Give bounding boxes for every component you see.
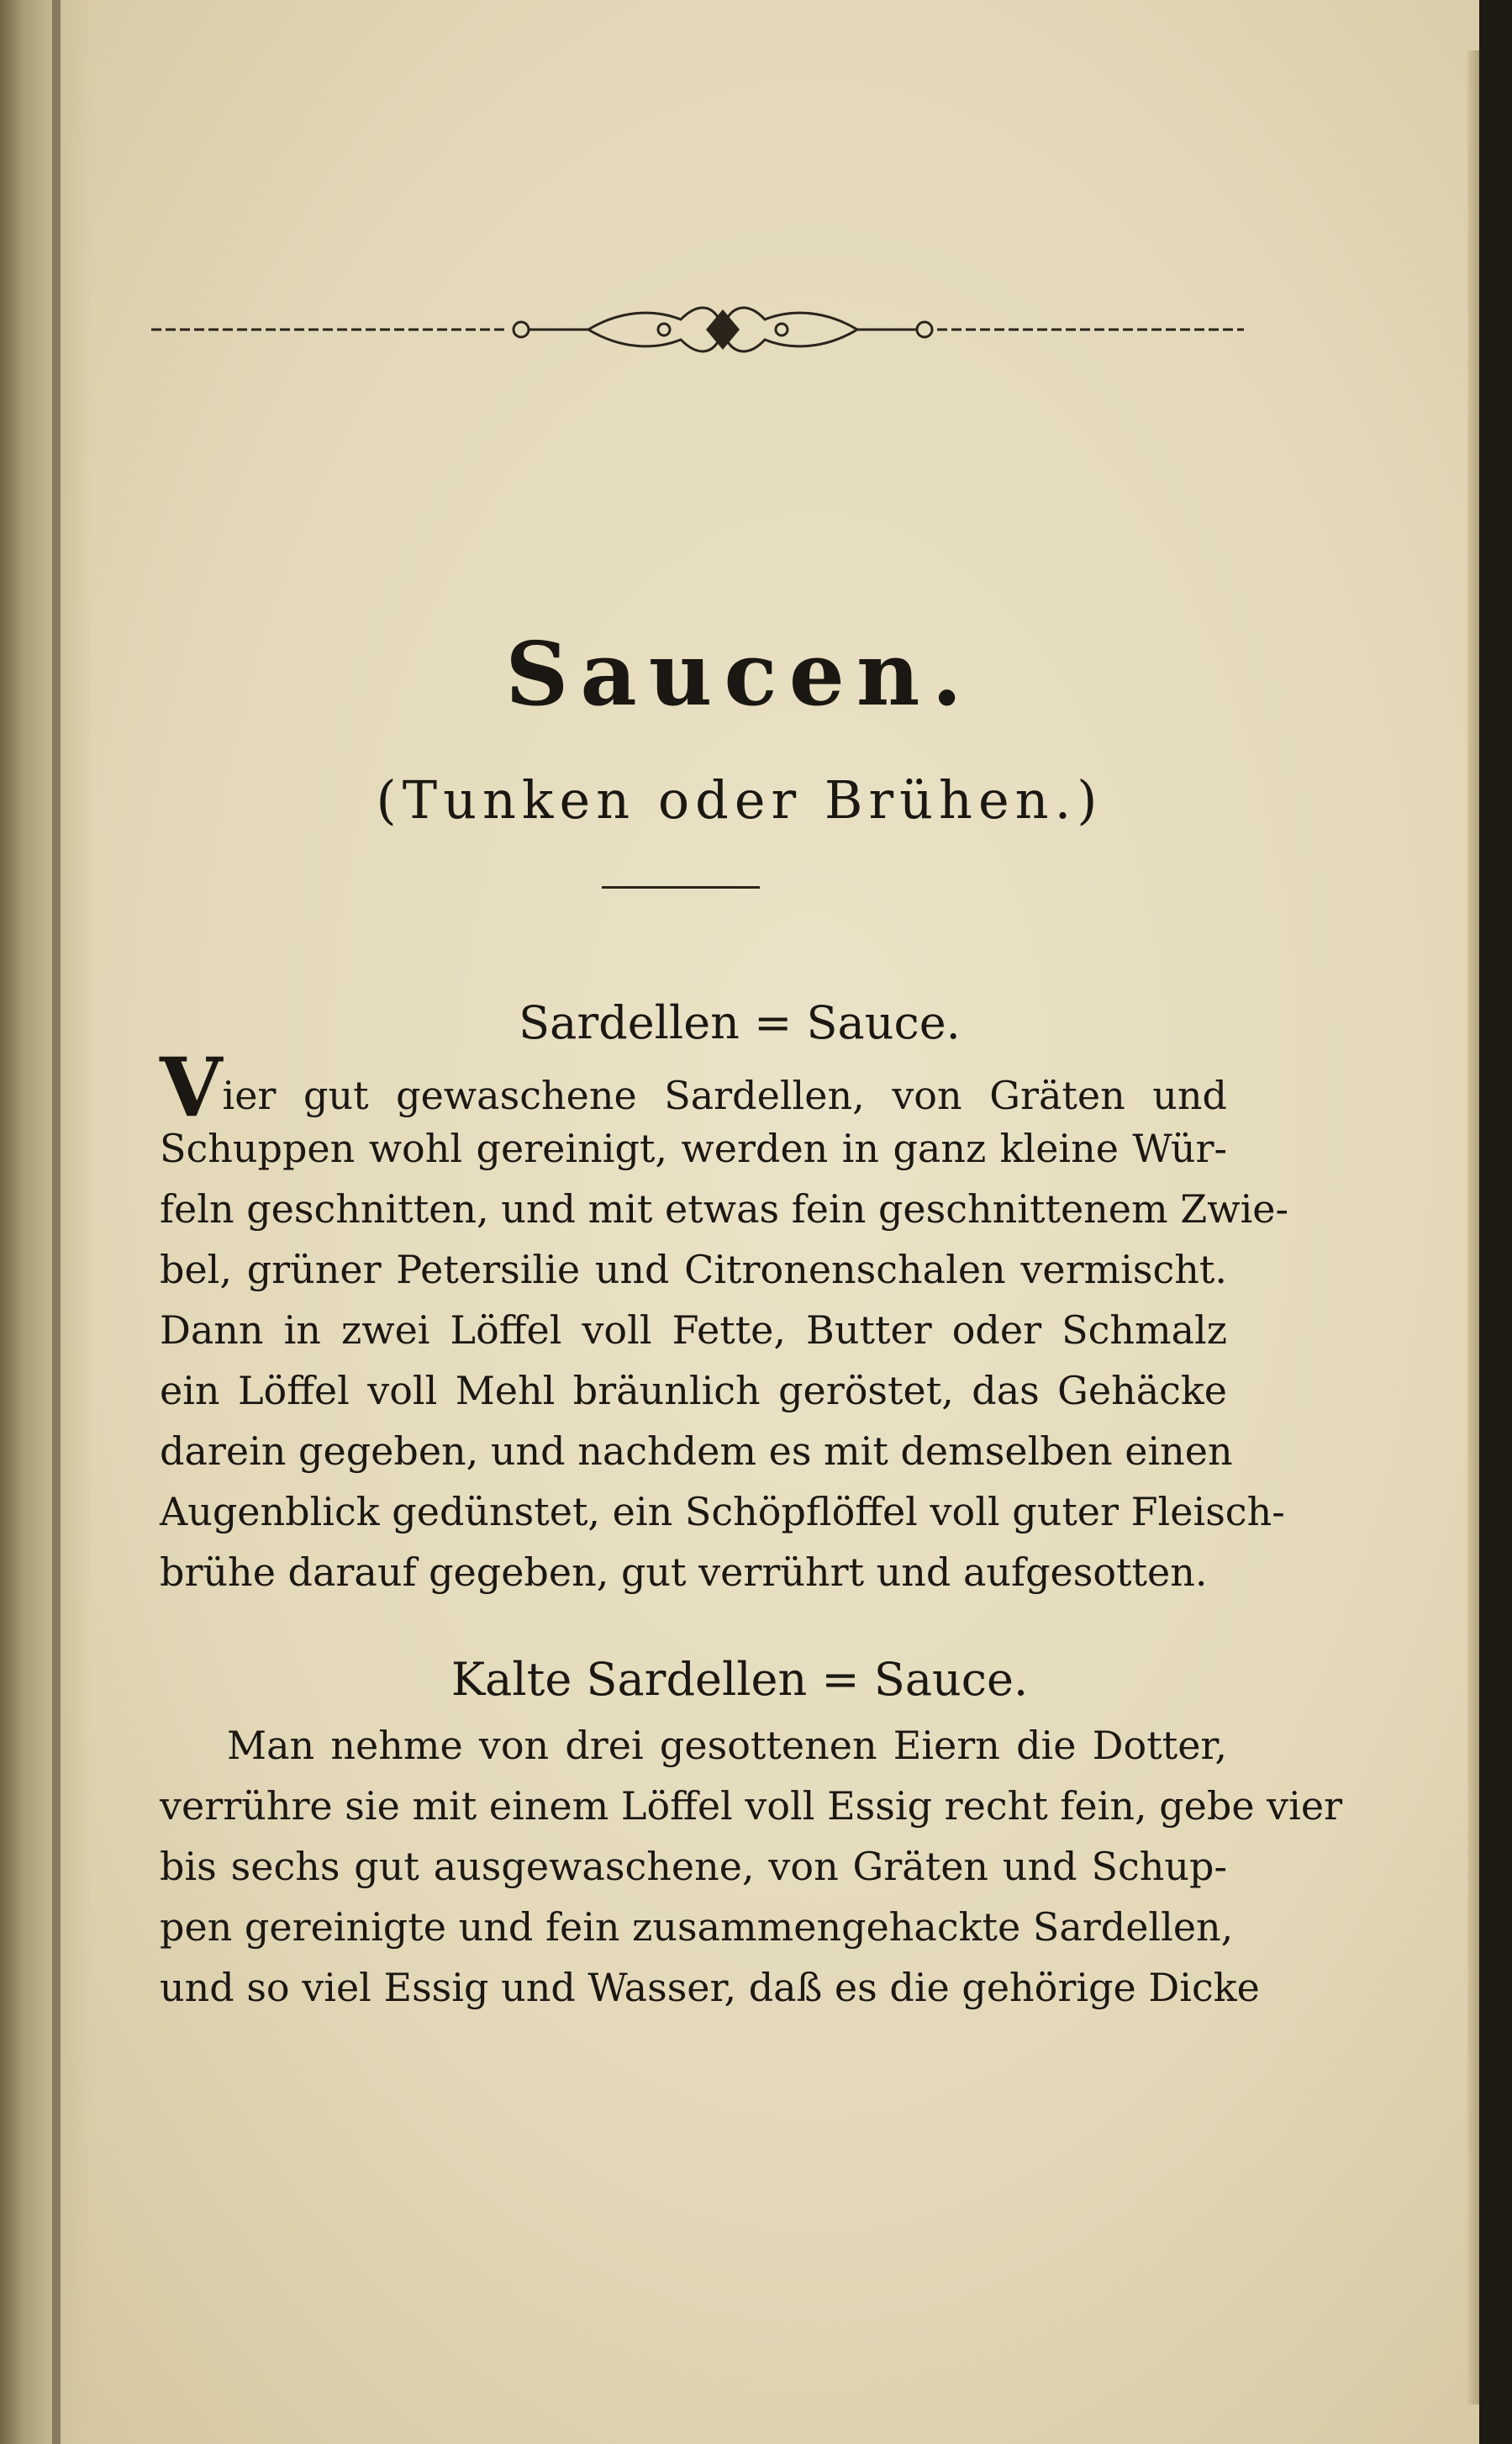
recipe-body-sardellen-sauce bbox=[160, 1040, 1289, 1602]
text-line: Dann in zwei Löffel voll Fette, Butter oder Schmalz bbox=[160, 1307, 1227, 1353]
text-line: darein gegeben, und nachdem es mit demselben einen bbox=[160, 1428, 1233, 1474]
recipe-body-kalte-sardellen-sauce bbox=[160, 1715, 1343, 2018]
text-line: brühe darauf gegeben, gut verrührt und aufgesotten. bbox=[160, 1549, 1208, 1595]
page-gutter-shadow bbox=[0, 0, 92, 2444]
text-line: feln geschnitten, und mit etwas fein geschnittenem Zwie- bbox=[160, 1186, 1289, 1232]
page-title: Saucen. bbox=[505, 622, 974, 726]
text-line: verrühre sie mit einem Löffel voll Essig recht fein, gebe vier bbox=[160, 1783, 1343, 1829]
text-line-content: ier gut gewaschene Sardellen, von Gräten und bbox=[222, 1073, 1227, 1118]
recipe-title-kalte-sardellen-sauce: Kalte Sardellen = Sauce. bbox=[450, 1653, 1029, 1706]
text-line: Man nehme von drei gesottenen Eiern die Dotter, bbox=[227, 1723, 1227, 1768]
page-subtitle: (Tunken oder Brühen.) bbox=[376, 769, 1104, 831]
decorative-ornament-divider bbox=[151, 294, 1244, 362]
text-line: bel, grüner Petersilie und Citronenschalen vermischt. bbox=[160, 1247, 1227, 1292]
text-line: Augenblick gedünstet, ein Schöpflöffel voll guter Fleisch- bbox=[160, 1489, 1285, 1534]
text-line bbox=[160, 1040, 1227, 1135]
text-line: Schuppen wohl gereinigt, werden in ganz kleine Wür- bbox=[160, 1126, 1227, 1171]
drop-initial: V bbox=[160, 1040, 223, 1135]
text-line: pen gereinigte und fein zusammengehackte Sardellen, bbox=[160, 1904, 1234, 1950]
text-line: und so viel Essig und Wasser, daß es die gehörige Dicke bbox=[160, 1965, 1260, 2010]
title-rule-divider bbox=[602, 886, 760, 889]
page-right-edge bbox=[1467, 50, 1479, 2404]
book-spine-edge bbox=[52, 0, 61, 2444]
recipe-title-sardellen-sauce: Sardellen = Sauce. bbox=[519, 996, 961, 1049]
text-line: bis sechs gut ausgewaschene, von Gräten und Schup- bbox=[160, 1844, 1227, 1889]
text-line: ein Löffel voll Mehl bräunlich geröstet, das Gehäcke bbox=[160, 1368, 1227, 1413]
